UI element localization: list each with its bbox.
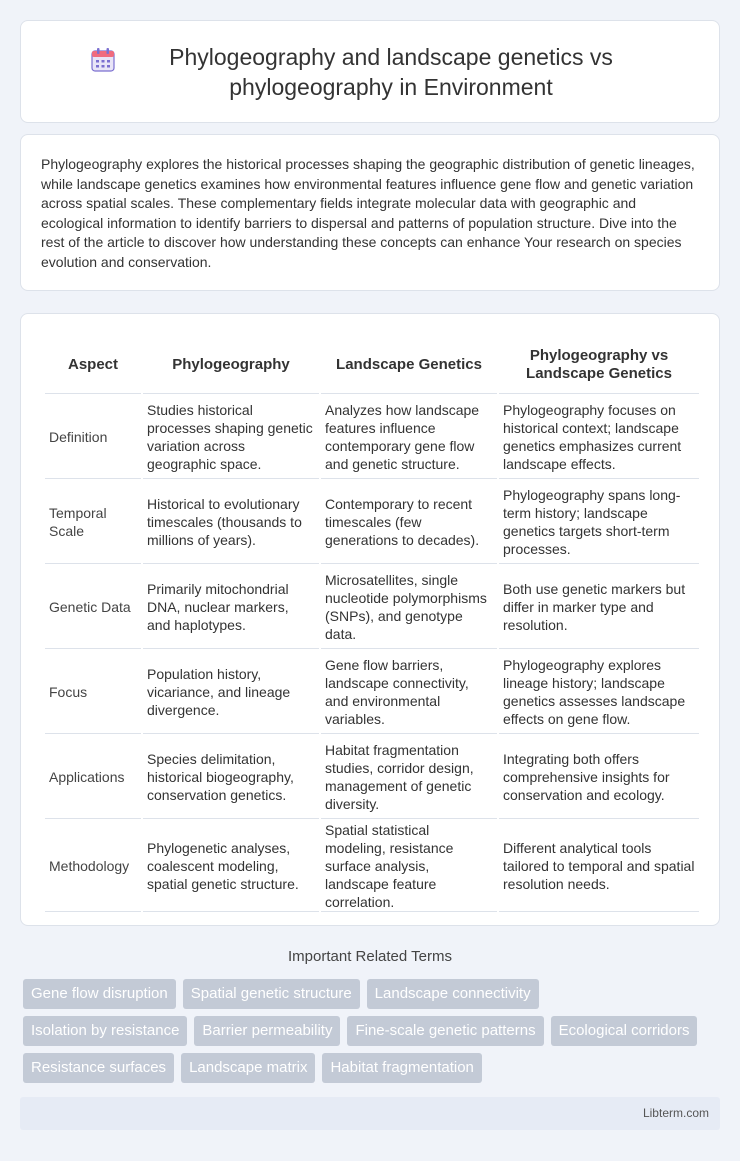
table-card [20,313,720,926]
row-cell: Habitat fragmentation studies, corridor design, management of genetic diversity. [321,736,497,819]
table-row [45,481,699,564]
row-cell: Historical to evolutionary timescales (thousands to millions of years). [143,481,319,564]
footer [20,1097,720,1130]
title-wrap [89,42,651,102]
intro-card [20,134,720,291]
table-row [45,396,699,479]
row-aspect: Temporal Scale [45,481,141,564]
row-cell: Integrating both offers comprehensive insights for conservation and ecology. [499,736,699,819]
row-cell: Different analytical tools tailored to temporal and spatial resolution needs. [499,821,699,912]
tag[interactable]: Fine-scale genetic patterns [347,1016,543,1046]
row-aspect: Focus [45,651,141,734]
related-terms-tags [20,979,710,1083]
tag[interactable]: Landscape connectivity [367,979,539,1009]
tag[interactable]: Spatial genetic structure [183,979,360,1009]
row-cell: Studies historical processes shaping genetic variation across geographic space. [143,396,319,479]
title-card [20,20,720,123]
page-title: Phylogeography and landscape genetics vs phylogeography in Environment [169,43,613,100]
row-cell: Analyzes how landscape features influence contemporary gene flow and genetic structure. [321,396,497,479]
header-aspect: Aspect [45,336,141,394]
header-comparison: Phylogeography vs Landscape Genetics [499,336,699,394]
tag[interactable]: Isolation by resistance [23,1016,187,1046]
table-header-row [45,336,699,394]
row-cell: Microsatellites, single nucleotide polymorphisms (SNPs), and genotype data. [321,566,497,649]
table-row [45,736,699,819]
intro-text: Phylogeography explores the historical processes shaping the geographic distribution of genetic lineages, while landscape genetics examines how environmental features influence gene flow and genetic variation across spatial scales. These complementary fields integrate molecular data with geographic and ecological information to identify barriers to dispersal and patterns of population structure. Dive into the rest of the article to discover how understanding these concepts can enhance Your research on species evolution and conservation. [41,156,695,270]
row-cell: Both use genetic markers but differ in marker type and resolution. [499,566,699,649]
row-cell: Phylogeography explores lineage history; landscape genetics assesses landscape effects on gene flow. [499,651,699,734]
tag[interactable]: Habitat fragmentation [322,1053,481,1083]
comparison-table [43,334,701,914]
related-terms-title: Important Related Terms [288,948,452,965]
related-terms-section [20,948,720,1083]
row-cell: Population history, vicariance, and lineage divergence. [143,651,319,734]
row-cell: Phylogeography spans long-term history; landscape genetics targets short-term processes. [499,481,699,564]
tag[interactable]: Barrier permeability [194,1016,340,1046]
header-landscape-genetics: Landscape Genetics [321,336,497,394]
calendar-icon [89,46,117,74]
footer-site-link[interactable]: Libterm.com [642,1106,709,1120]
row-cell: Contemporary to recent timescales (few generations to decades). [321,481,497,564]
row-aspect: Genetic Data [45,566,141,649]
row-cell: Gene flow barriers, landscape connectivity, and environmental variables. [321,651,497,734]
row-cell: Species delimitation, historical biogeography, conservation genetics. [143,736,319,819]
row-cell: Primarily mitochondrial DNA, nuclear markers, and haplotypes. [143,566,319,649]
header-phylogeography: Phylogeography [143,336,319,394]
row-cell: Spatial statistical modeling, resistance surface analysis, landscape feature correlation. [321,821,497,912]
table-row [45,651,699,734]
table-row [45,566,699,649]
row-aspect: Methodology [45,821,141,912]
row-cell: Phylogeography focuses on historical context; landscape genetics emphasizes current landscape effects. [499,396,699,479]
row-aspect: Definition [45,396,141,479]
row-cell: Phylogenetic analyses, coalescent modeling, spatial genetic structure. [143,821,319,912]
tag[interactable]: Gene flow disruption [23,979,176,1009]
tag[interactable]: Landscape matrix [181,1053,315,1083]
row-aspect: Applications [45,736,141,819]
tag[interactable]: Ecological corridors [551,1016,698,1046]
tag[interactable]: Resistance surfaces [23,1053,174,1083]
table-row [45,821,699,912]
